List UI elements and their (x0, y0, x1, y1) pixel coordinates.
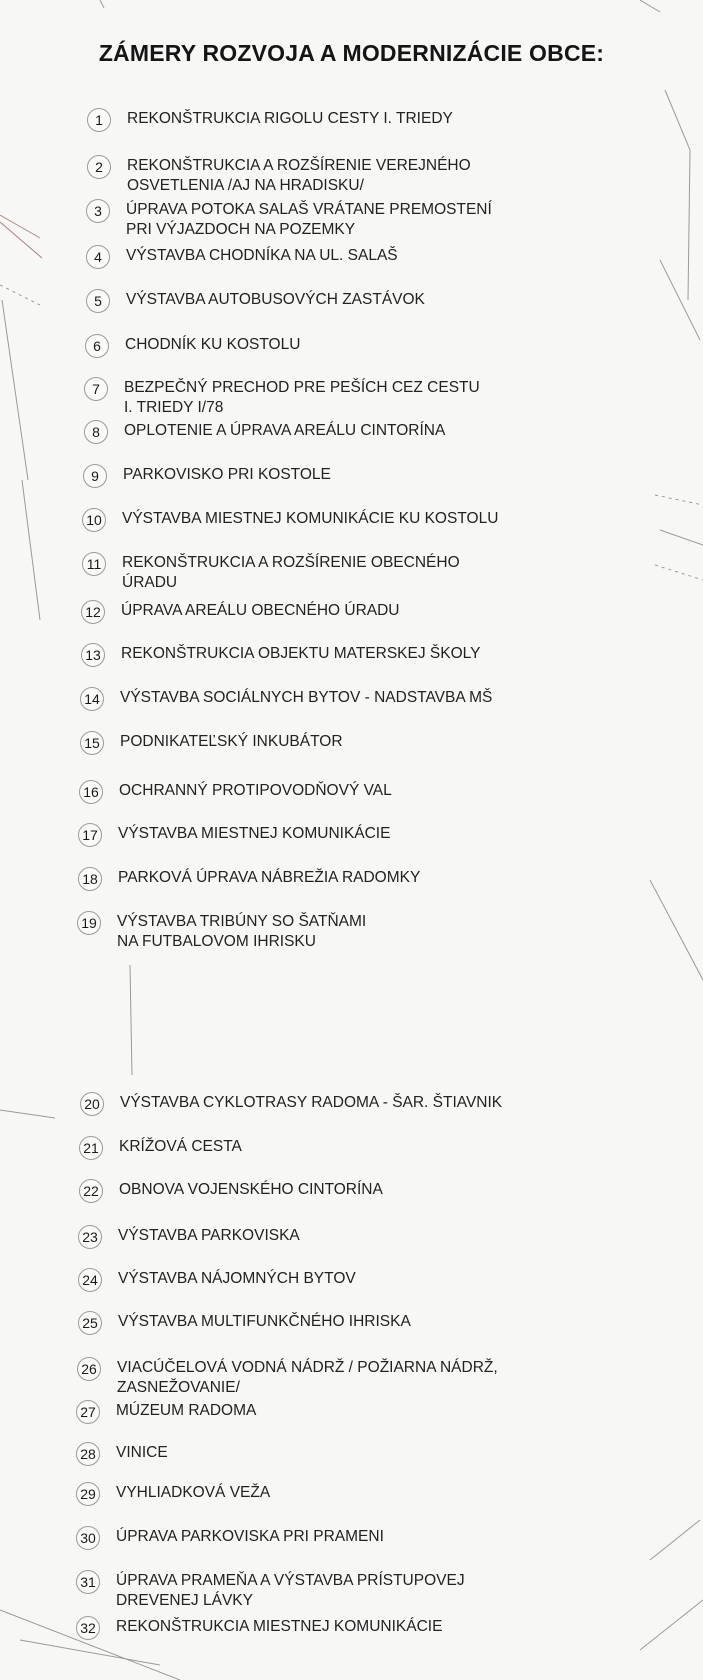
item-number: 9 (83, 464, 107, 488)
item-number: 8 (84, 420, 108, 444)
item-number: 24 (78, 1268, 102, 1292)
item-number: 3 (86, 199, 110, 223)
list-item (80, 687, 492, 711)
list-item (76, 1570, 465, 1611)
item-text: VÝSTAVBA MIESTNEJ KOMUNIKÁCIE (118, 825, 391, 842)
item-number: 29 (76, 1482, 100, 1506)
item-number: 22 (79, 1179, 103, 1203)
list-item (87, 108, 453, 132)
item-number: 4 (86, 245, 110, 269)
item-text: REKONŠTRUKCIA MIESTNEJ KOMUNIKÁCIE (116, 1618, 443, 1635)
item-number: 10 (82, 508, 106, 532)
list-item (77, 911, 366, 952)
item-text: VÝSTAVBA SOCIÁLNYCH BYTOV - NADSTAVBA MŠ (120, 689, 493, 706)
list-item (78, 1268, 356, 1292)
item-text: VÝSTAVBA MIESTNEJ KOMUNIKÁCIE KU KOSTOLU (122, 510, 499, 527)
item-text: REKONŠTRUKCIA A ROZŠÍRENIE OBECNÉHO ÚRADU (122, 554, 460, 591)
list-item (84, 377, 480, 418)
item-number: 14 (80, 687, 104, 711)
item-number: 23 (78, 1225, 102, 1249)
document-title: ZÁMERY ROZVOJA A MODERNIZÁCIE OBCE: (98, 40, 605, 66)
item-number: 31 (76, 1570, 100, 1594)
list-item (86, 199, 492, 240)
list-item (76, 1400, 256, 1424)
item-text: VÝSTAVBA NÁJOMNÝCH BYTOV (118, 1270, 356, 1287)
item-number: 25 (78, 1311, 102, 1335)
item-text: REKONŠTRUKCIA A ROZŠÍRENIE VEREJNÉHO OSVETLENIA /AJ NA HRADISKU/ (127, 157, 471, 194)
item-number: 15 (80, 731, 104, 755)
list-item (83, 464, 331, 488)
item-text: REKONŠTRUKCIA RIGOLU CESTY I. TRIEDY (127, 110, 453, 127)
item-number: 5 (86, 289, 110, 313)
item-number: 20 (80, 1092, 104, 1116)
item-number: 12 (81, 600, 105, 624)
item-number: 27 (76, 1400, 100, 1424)
list-item (78, 1225, 300, 1249)
list-item (82, 508, 498, 532)
item-text: CHODNÍK KU KOSTOLU (125, 336, 301, 353)
list-item (81, 643, 480, 667)
item-text: VÝSTAVBA MULTIFUNKČNÉHO IHRISKA (118, 1313, 411, 1330)
list-item (80, 1092, 502, 1116)
item-text: PARKOVISKO PRI KOSTOLE (123, 466, 331, 483)
list-item (79, 780, 392, 804)
item-text: VÝSTAVBA CHODNÍKA NA UL. SALAŠ (126, 247, 398, 264)
item-text: ÚPRAVA PRAMEŇA A VÝSTAVBA PRÍSTUPOVEJ DREVENEJ LÁVKY (116, 1572, 465, 1609)
item-text: BEZPEČNÝ PRECHOD PRE PEŠÍCH CEZ CESTU I. TRIEDY I/78 (124, 379, 480, 416)
item-number: 13 (81, 643, 105, 667)
list-item (76, 1442, 168, 1466)
list-item (79, 1136, 242, 1160)
list-item (85, 334, 300, 358)
item-text: OBNOVA VOJENSKÉHO CINTORÍNA (119, 1181, 383, 1198)
item-number: 17 (78, 823, 102, 847)
item-number: 2 (87, 155, 111, 179)
item-number: 7 (84, 377, 108, 401)
item-text: VINICE (116, 1444, 168, 1461)
item-number: 16 (79, 780, 103, 804)
item-number: 26 (77, 1357, 101, 1381)
list-item (77, 1357, 498, 1398)
item-text: PODNIKATEĽSKÝ INKUBÁTOR (120, 733, 343, 750)
item-text: VÝSTAVBA CYKLOTRASY RADOMA - ŠAR. ŠTIAVNIK (120, 1094, 503, 1111)
list-item (78, 1311, 411, 1335)
list-item (78, 867, 420, 891)
list-item (78, 823, 390, 847)
item-number: 1 (87, 108, 111, 132)
list-item (79, 1179, 383, 1203)
list-item (80, 731, 343, 755)
item-text: OCHRANNÝ PROTIPOVODŇOVÝ VAL (119, 782, 392, 799)
list-item (87, 155, 471, 196)
item-text: ÚPRAVA AREÁLU OBECNÉHO ÚRADU (121, 602, 400, 619)
item-text: OPLOTENIE A ÚPRAVA AREÁLU CINTORÍNA (124, 422, 446, 439)
item-number: 21 (79, 1136, 103, 1160)
item-text: ÚPRAVA POTOKA SALAŠ VRÁTANE PREMOSTENÍ PRI VÝJAZDOCH NA POZEMKY (126, 201, 492, 238)
item-text: VÝSTAVBA AUTOBUSOVÝCH ZASTÁVOK (126, 291, 425, 308)
list-item (82, 552, 460, 593)
list-item (76, 1526, 384, 1550)
list-item (86, 289, 425, 313)
item-number: 32 (76, 1616, 100, 1640)
item-number: 19 (77, 911, 101, 935)
item-text: VÝSTAVBA PARKOVISKA (118, 1227, 300, 1244)
list-item (76, 1482, 270, 1506)
item-text: REKONŠTRUKCIA OBJEKTU MATERSKEJ ŠKOLY (121, 645, 481, 662)
item-number: 30 (76, 1526, 100, 1550)
list-item (76, 1616, 442, 1640)
item-text: PARKOVÁ ÚPRAVA NÁBREŽIA RADOMKY (118, 869, 421, 886)
item-text: VIACÚČELOVÁ VODNÁ NÁDRŽ / POŽIARNA NÁDRŽ, ZASNEŽOVANIE/ (117, 1359, 498, 1396)
item-number: 6 (85, 334, 109, 358)
list-item (84, 420, 445, 444)
item-number: 11 (82, 552, 106, 576)
item-text: ÚPRAVA PARKOVISKA PRI PRAMENI (116, 1528, 384, 1545)
item-number: 18 (78, 867, 102, 891)
item-text: VÝSTAVBA TRIBÚNY SO ŠATŇAMI NA FUTBALOVOM IHRISKU (117, 913, 367, 950)
list-item (81, 600, 400, 624)
item-number: 28 (76, 1442, 100, 1466)
item-text: VYHLIADKOVÁ VEŽA (116, 1484, 271, 1501)
list-item (86, 245, 398, 269)
item-text: KRÍŽOVÁ CESTA (119, 1138, 242, 1155)
item-text: MÚZEUM RADOMA (116, 1402, 257, 1419)
